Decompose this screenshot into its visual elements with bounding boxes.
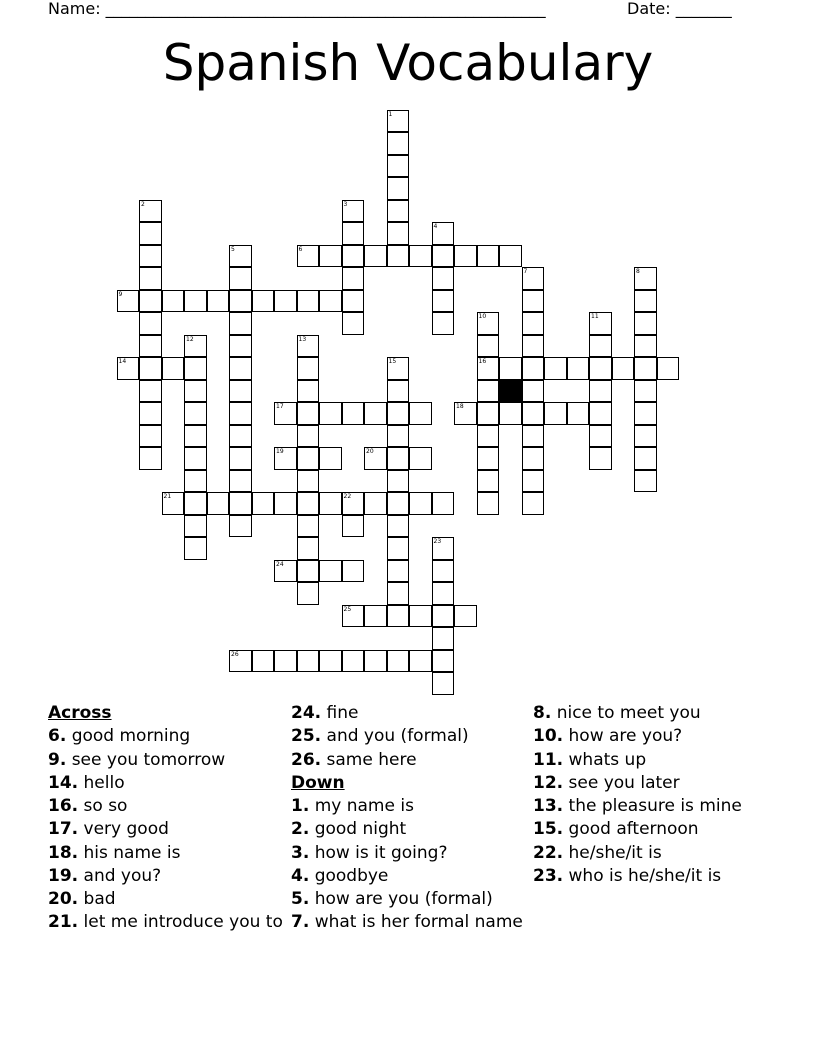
crossword-cell[interactable] [589,335,612,358]
clue-number: 18 [456,403,464,410]
crossword-cell[interactable] [139,267,162,290]
crossword-cell[interactable] [544,402,567,425]
clue-number: 22. [533,842,564,863]
clue-text: who is he/she/it is [563,866,722,887]
crossword-cell[interactable] [477,335,500,358]
clue-item [291,725,531,748]
crossword-cell[interactable] [432,312,455,335]
crossword-cell[interactable] [342,560,365,583]
clue-number: 7. [291,911,310,932]
crossword-cell[interactable] [297,515,320,538]
crossword-cell[interactable] [139,245,162,268]
crossword-cell[interactable] [139,447,162,470]
clue-number: 3 [343,200,348,208]
clue-number: 11. [533,749,564,770]
crossword-cell[interactable] [432,267,455,290]
across-heading: Across [48,703,112,723]
crossword-cell[interactable] [342,515,365,538]
clue-item [48,912,288,932]
crossword-cell[interactable] [477,470,500,493]
clue-number: 23. [533,866,564,887]
crossword-cell[interactable] [522,380,545,403]
crossword-cell[interactable] [342,290,365,313]
crossword-cell[interactable] [409,650,432,673]
crossword-cell[interactable] [319,447,342,470]
crossword-cell[interactable] [184,402,207,425]
crossword-cell[interactable] [162,357,185,380]
crossword-cell[interactable] [432,605,455,628]
clue-number: 26 [231,650,239,658]
clue-number: 17. [48,819,79,840]
crossword-cell[interactable] [454,605,477,628]
clue-number: 12. [533,772,564,793]
clue-number: 13 [298,335,307,343]
crossword-cell[interactable] [477,492,500,515]
clue-text: what is her formal name [309,911,523,932]
crossword-cell[interactable] [297,380,320,403]
crossword-cell[interactable] [589,380,612,403]
clue-number: 9. [48,749,67,770]
crossword-cell[interactable] [297,582,320,605]
crossword-cell[interactable] [139,222,162,245]
crossword-cell[interactable] [499,357,522,380]
clue-number: 7 [523,268,528,275]
clue-number: 1. [291,796,310,817]
clue-number: 13. [533,796,564,817]
crossword-cell[interactable] [342,312,365,335]
crossword-cell[interactable] [184,290,207,313]
clue-text: fine [321,703,359,723]
crossword-cell[interactable] [387,537,410,560]
clue-number: 11 [591,313,599,320]
crossword-cell[interactable] [297,357,320,380]
clue-number: 15. [533,819,564,840]
clue-text: good morning [66,726,191,747]
crossword-cell[interactable] [297,492,320,515]
crossword-cell[interactable] [454,402,477,425]
crossword-cell[interactable] [229,290,252,313]
crossword-cell[interactable] [297,402,320,425]
clue-number: 22 [343,493,352,500]
crossword-cell[interactable] [387,605,410,628]
clue-item [48,888,288,911]
clue-number: 17 [276,403,284,410]
crossword-cell[interactable] [634,447,657,470]
crossword-cell[interactable] [139,357,162,380]
crossword-cell[interactable] [522,357,545,380]
date-field-label[interactable]: Date: _______ [627,0,732,18]
crossword-cell[interactable] [387,425,410,448]
crossword-cell[interactable] [634,380,657,403]
crossword-cell[interactable] [252,290,275,313]
clue-item [48,842,288,865]
clue-item [291,865,531,888]
crossword-cell[interactable] [342,222,365,245]
crossword-cell[interactable] [634,267,657,290]
clue-number: 8 [636,268,640,275]
crossword-cell[interactable] [634,335,657,358]
crossword-cell[interactable] [184,380,207,403]
clue-number: 3. [291,842,310,863]
clues-column-1 [48,702,288,932]
crossword-cell[interactable] [139,290,162,313]
clue-number: 25. [291,726,322,747]
clue-text: see you tomorrow [66,749,226,770]
crossword-cell[interactable] [522,402,545,425]
crossword-cell[interactable] [634,470,657,493]
down-clue-list-continued [533,702,773,888]
crossword-cell[interactable] [387,357,410,380]
clue-text: hello [78,772,125,793]
crossword-cell[interactable] [117,357,140,380]
crossword-cell[interactable] [387,200,410,223]
crossword-cell[interactable] [297,290,320,313]
clue-item [533,795,773,818]
clue-item [48,772,288,795]
name-field-label[interactable]: Name: _______________________________________________________ [48,0,546,18]
clue-text: see you later [563,772,680,793]
clue-number: 5. [291,889,310,910]
clue-text: his name is [78,842,181,863]
crossword-cell[interactable] [477,245,500,268]
crossword-cell[interactable] [432,290,455,313]
clue-number: 4 [433,223,438,230]
clue-number: 18. [48,842,79,863]
crossword-cell[interactable] [589,447,612,470]
crossword-cell[interactable] [409,402,432,425]
crossword-cell[interactable] [432,650,455,673]
crossword-cell[interactable] [477,447,500,470]
clue-text: very good [78,819,169,840]
crossword-cell[interactable] [634,402,657,425]
crossword-cell[interactable] [364,402,387,425]
crossword-cell[interactable] [522,447,545,470]
crossword-cell[interactable] [139,402,162,425]
crossword-cell[interactable] [229,335,252,358]
crossword-cell[interactable] [274,560,297,583]
crossword-cell[interactable] [229,447,252,470]
clue-number: 19. [48,866,79,887]
clue-item [291,702,531,725]
clue-number: 12 [186,335,194,343]
clue-number: 4. [291,866,310,887]
crossword-cell[interactable] [162,290,185,313]
crossword-cell[interactable] [387,515,410,538]
crossword-cell[interactable] [364,245,387,268]
crossword-cell[interactable] [229,515,252,538]
crossword-cell[interactable] [432,672,455,695]
crossword-cell[interactable] [184,492,207,515]
crossword-cell[interactable] [297,245,320,268]
crossword-cell[interactable] [364,492,387,515]
crossword-cell[interactable] [409,605,432,628]
crossword-cell[interactable] [634,312,657,335]
crossword-cell[interactable] [589,402,612,425]
clue-number: 24. [291,703,322,723]
clue-number: 2 [141,200,145,208]
clue-text: how are you (formal) [309,889,493,910]
crossword-black-cell [499,380,522,403]
crossword-cell[interactable] [432,582,455,605]
clues-column-3 [533,702,773,888]
crossword-cell[interactable] [432,492,455,515]
crossword-cell[interactable] [387,492,410,515]
crossword-cell[interactable] [229,267,252,290]
crossword-cell[interactable] [522,425,545,448]
clue-number: 23 [433,538,442,545]
crossword-cell[interactable] [477,380,500,403]
crossword-cell[interactable] [139,200,162,223]
crossword-cell[interactable] [387,582,410,605]
clue-item [291,795,531,818]
crossword-cell[interactable] [477,312,500,335]
crossword-cell[interactable] [432,245,455,268]
clue-item [48,749,288,772]
clue-number: 2. [291,819,310,840]
crossword-cell[interactable] [477,425,500,448]
crossword-cell[interactable] [184,335,207,358]
clue-item [291,842,531,865]
crossword-cell[interactable] [297,425,320,448]
crossword-cell[interactable] [229,470,252,493]
clue-number: 16 [478,358,487,365]
crossword-cell[interactable] [139,380,162,403]
crossword-cell[interactable] [589,357,612,380]
crossword-cell[interactable] [522,492,545,515]
clue-number: 1 [388,110,393,118]
crossword-cell[interactable] [184,470,207,493]
clue-text: and you (formal) [321,726,469,747]
clue-number: 16. [48,796,79,817]
crossword-cell[interactable] [522,312,545,335]
clue-item [48,865,288,888]
clue-item [291,912,531,932]
crossword-cell[interactable] [229,357,252,380]
crossword-cell[interactable] [342,200,365,223]
clue-text: how are you? [563,726,683,747]
crossword-cell[interactable] [409,492,432,515]
clue-item [533,818,773,841]
crossword-cell[interactable] [207,290,230,313]
clue-text: same here [321,749,417,770]
clue-text: my name is [309,796,414,817]
crossword-cell[interactable] [319,650,342,673]
crossword-cell[interactable] [139,425,162,448]
crossword-cell[interactable] [499,245,522,268]
crossword-cell[interactable] [229,425,252,448]
crossword-cell[interactable] [139,335,162,358]
crossword-cell[interactable] [229,380,252,403]
crossword-cell[interactable] [342,605,365,628]
crossword-cell[interactable] [184,515,207,538]
crossword-cell[interactable] [297,470,320,493]
crossword-cell[interactable] [567,357,590,380]
clue-text: let me introduce you to [78,911,283,932]
clues-column-2 [291,702,531,932]
crossword-cell[interactable] [387,245,410,268]
crossword-cell[interactable] [297,447,320,470]
crossword-cell[interactable] [589,312,612,335]
clue-number: 20 [366,448,374,455]
crossword-cell[interactable] [342,402,365,425]
crossword-cell[interactable] [589,425,612,448]
crossword-cell[interactable] [274,290,297,313]
clue-number: 9 [118,290,123,298]
clue-item [533,725,773,748]
crossword-cell[interactable] [432,222,455,245]
clue-item [533,842,773,865]
crossword-cell[interactable] [387,470,410,493]
crossword-cell[interactable] [364,605,387,628]
crossword-cell[interactable] [319,245,342,268]
crossword-cell[interactable] [274,402,297,425]
clue-number: 21 [163,493,172,500]
crossword-cell[interactable] [544,357,567,380]
clue-text: how is it going? [309,842,448,863]
clue-item [291,818,531,841]
crossword-cell[interactable] [387,560,410,583]
clue-item [48,795,288,818]
crossword-cell[interactable] [387,155,410,178]
crossword-cell[interactable] [522,335,545,358]
clue-number: 5 [231,245,235,253]
clue-item [533,702,773,725]
crossword-cell[interactable] [319,560,342,583]
crossword-cell[interactable] [342,650,365,673]
crossword-cell[interactable] [454,245,477,268]
crossword-cell[interactable] [184,357,207,380]
clue-number: 21. [48,911,79,932]
crossword-cell[interactable] [477,402,500,425]
clue-number: 26. [291,749,322,770]
crossword-cell[interactable] [634,357,657,380]
crossword-cell[interactable] [297,335,320,358]
across-clue-list [48,725,288,931]
crossword-cell[interactable] [162,492,185,515]
crossword-cell[interactable] [297,650,320,673]
crossword-cell[interactable] [387,402,410,425]
crossword-cell[interactable] [229,402,252,425]
clue-number: 10 [478,313,487,320]
crossword-cell[interactable] [319,402,342,425]
clue-text: nice to meet you [551,703,701,723]
crossword-cell[interactable] [252,492,275,515]
clue-text: and you? [78,866,162,887]
clue-number: 14 [118,358,127,365]
crossword-cell[interactable] [274,447,297,470]
crossword-cell[interactable] [274,492,297,515]
clue-text: he/she/it is [563,842,662,863]
crossword-cell[interactable] [229,312,252,335]
clue-number: 24 [276,560,284,568]
clue-text: bad [78,889,116,910]
clue-item [291,749,531,772]
crossword-cell[interactable] [387,447,410,470]
crossword-cell[interactable] [634,290,657,313]
clue-text: good afternoon [563,819,699,840]
clue-text: the pleasure is mine [563,796,742,817]
crossword-cell[interactable] [387,177,410,200]
crossword-cell[interactable] [184,425,207,448]
clue-text: so so [78,796,128,817]
crossword-cell[interactable] [229,245,252,268]
crossword-cell[interactable] [297,560,320,583]
clue-text: good night [309,819,407,840]
crossword-cell[interactable] [184,537,207,560]
crossword-cell[interactable] [567,402,590,425]
crossword-cell[interactable] [499,402,522,425]
down-heading: Down [291,772,345,793]
down-clue-list [291,795,531,931]
crossword-cell[interactable] [297,537,320,560]
crossword-cell[interactable] [319,492,342,515]
clue-number: 6 [298,245,303,253]
clue-item [533,772,773,795]
clue-number: 6. [48,726,67,747]
clue-text: whats up [563,749,647,770]
crossword-cell[interactable] [184,447,207,470]
clue-number: 14. [48,772,79,793]
crossword-cell[interactable] [229,492,252,515]
clue-item [533,749,773,772]
clue-number: 19 [276,448,284,455]
crossword-cell[interactable] [432,560,455,583]
clue-number: 25 [343,605,352,613]
crossword-cell[interactable] [342,245,365,268]
crossword-cell[interactable] [342,492,365,515]
crossword-cell[interactable] [477,357,500,380]
clue-number: 15 [388,358,397,365]
clue-item [48,725,288,748]
crossword-cell[interactable] [432,537,455,560]
crossword-cell[interactable] [387,222,410,245]
crossword-cell[interactable] [522,470,545,493]
crossword-cell[interactable] [387,110,410,133]
crossword-cell[interactable] [409,447,432,470]
crossword-cell[interactable] [274,650,297,673]
crossword-cell[interactable] [387,132,410,155]
crossword-cell[interactable] [387,380,410,403]
across-clue-list-continued [291,702,531,772]
crossword-cell[interactable] [342,267,365,290]
crossword-cell[interactable] [522,290,545,313]
clue-text: goodbye [309,866,389,887]
crossword-cell[interactable] [612,357,635,380]
crossword-cell[interactable] [364,447,387,470]
clue-item [533,865,773,888]
crossword-cell[interactable] [319,290,342,313]
crossword-cell[interactable] [117,290,140,313]
clue-item [291,888,531,911]
crossword-cell[interactable] [409,245,432,268]
crossword-cell[interactable] [139,312,162,335]
page-title: Spanish Vocabulary [162,34,654,92]
crossword-cell[interactable] [387,650,410,673]
crossword-cell[interactable] [229,650,252,673]
crossword-cell[interactable] [207,492,230,515]
crossword-cell[interactable] [364,650,387,673]
crossword-cell[interactable] [657,357,680,380]
clue-number: 10. [533,726,564,747]
crossword-cell[interactable] [634,425,657,448]
clue-item [48,818,288,841]
crossword-cell[interactable] [522,267,545,290]
clue-number: 8. [533,703,552,723]
crossword-cell[interactable] [432,627,455,650]
clue-number: 20. [48,889,79,910]
crossword-cell[interactable] [252,650,275,673]
